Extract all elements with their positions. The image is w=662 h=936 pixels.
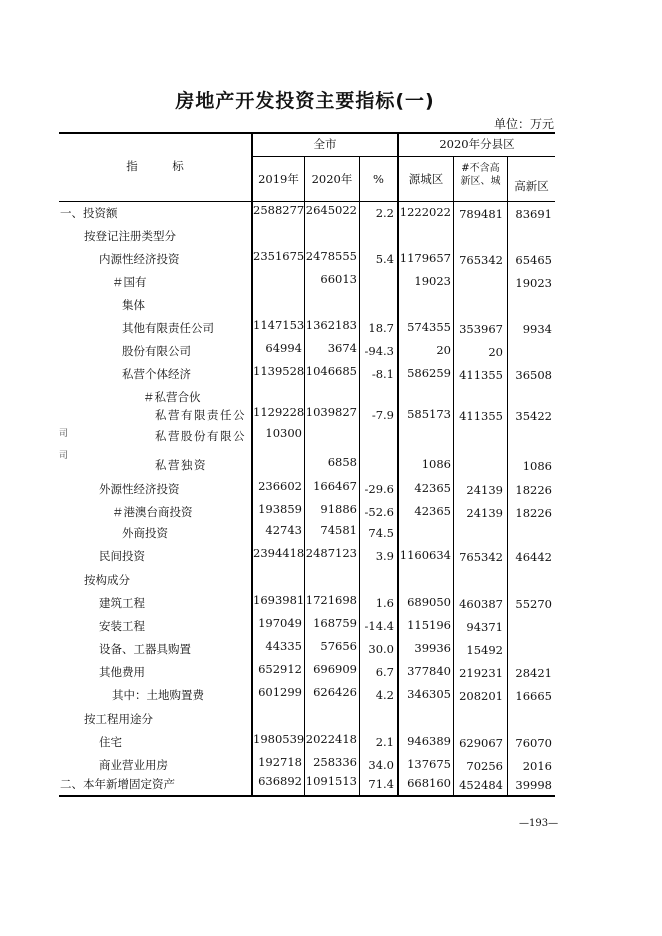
cell-pct: 3.9 bbox=[375, 549, 394, 563]
stray-mark: 司 bbox=[59, 451, 69, 461]
investment-table bbox=[59, 132, 555, 797]
cell-yuancheng: 585173 bbox=[407, 407, 451, 421]
table-top-rule bbox=[59, 132, 555, 134]
row-label: 二、本年新增固定资产 bbox=[60, 777, 175, 791]
cell-pct: 34.0 bbox=[368, 758, 394, 772]
header-bottom-rule bbox=[59, 201, 555, 202]
cell-excl: 208201 bbox=[459, 689, 503, 703]
cell-pct: 74.5 bbox=[368, 526, 394, 540]
cell-2020: 3674 bbox=[327, 341, 357, 355]
cell-2019: 64994 bbox=[265, 341, 302, 355]
cell-excl: 20 bbox=[488, 345, 503, 359]
cell-excl: 219231 bbox=[459, 666, 503, 680]
row-label: ＃国有 bbox=[112, 275, 147, 289]
header-excl-line1: #不含高 bbox=[461, 163, 500, 174]
cell-gaoxin: 18226 bbox=[515, 506, 552, 520]
cell-pct: 6.7 bbox=[375, 665, 394, 679]
row-label: 股份有限公司 bbox=[122, 344, 191, 358]
header-gaoxin: 高新区 bbox=[514, 179, 549, 193]
cell-yuancheng: 42365 bbox=[414, 504, 451, 518]
cell-2019: 636892 bbox=[258, 774, 302, 788]
table-bottom-rule bbox=[59, 795, 555, 797]
row-label: 安装工程 bbox=[99, 619, 145, 633]
row-label: 商业营业用房 bbox=[99, 758, 168, 772]
cell-2019: 1139528 bbox=[253, 364, 305, 378]
cell-pct: 30.0 bbox=[368, 642, 394, 656]
cell-2019: 601299 bbox=[258, 685, 302, 699]
cell-2019: 10300 bbox=[265, 426, 302, 440]
cell-yuancheng: 42365 bbox=[414, 481, 451, 495]
cell-gaoxin: 35422 bbox=[515, 409, 552, 423]
cell-excl: 411355 bbox=[459, 368, 503, 382]
cell-gaoxin: 55270 bbox=[515, 597, 552, 611]
header-excl-line2: 新区、城 bbox=[460, 176, 501, 187]
cell-excl: 24139 bbox=[466, 483, 503, 497]
header-2019: 2019年 bbox=[258, 172, 299, 186]
cell-2019: 193859 bbox=[258, 502, 302, 516]
cell-excl: 452484 bbox=[459, 778, 503, 792]
cell-2019: 1129228 bbox=[253, 405, 305, 419]
cell-2020: 1721698 bbox=[305, 593, 357, 607]
row-label: 按构成分 bbox=[84, 573, 130, 587]
header-county-group: 2020年分县区 bbox=[439, 137, 515, 151]
cell-2019: 2588277 bbox=[253, 203, 305, 217]
row-label: 私营有限责任公 bbox=[155, 408, 246, 422]
cell-2020: 74581 bbox=[320, 523, 357, 537]
cell-pct: -29.6 bbox=[364, 482, 394, 496]
cell-yuancheng: 1086 bbox=[421, 457, 451, 471]
cell-excl: 15492 bbox=[466, 643, 503, 657]
row-label: ＃私营合伙 bbox=[143, 390, 201, 404]
header-indicator: 指 标 bbox=[126, 159, 184, 173]
cell-2020: 6858 bbox=[327, 455, 357, 469]
row-label: 外商投资 bbox=[122, 526, 168, 540]
cell-2020: 166467 bbox=[313, 479, 357, 493]
cell-gaoxin: 18226 bbox=[515, 483, 552, 497]
cell-pct: 2.1 bbox=[375, 735, 394, 749]
cell-pct: 71.4 bbox=[368, 777, 394, 791]
cell-gaoxin: 46442 bbox=[515, 550, 552, 564]
cell-pct: -52.6 bbox=[364, 505, 394, 519]
cell-pct: -94.3 bbox=[364, 344, 394, 358]
cell-2020: 2645022 bbox=[305, 203, 357, 217]
cell-2020: 1046685 bbox=[305, 364, 357, 378]
cell-pct: -7.9 bbox=[371, 408, 394, 422]
page-number: —193— bbox=[519, 818, 559, 829]
row-label: 外源性经济投资 bbox=[99, 482, 180, 496]
cell-2020: 168759 bbox=[313, 616, 357, 630]
cell-yuancheng: 1222022 bbox=[399, 205, 451, 219]
cell-gaoxin: 2016 bbox=[522, 759, 552, 773]
row-label: 建筑工程 bbox=[99, 596, 145, 610]
cell-yuancheng: 377840 bbox=[407, 664, 451, 678]
row-label: ＃港澳台商投资 bbox=[112, 505, 193, 519]
cell-gaoxin: 65465 bbox=[515, 253, 552, 267]
cell-pct: -8.1 bbox=[371, 367, 394, 381]
cell-2019: 2351675 bbox=[253, 249, 305, 263]
row-label: 集体 bbox=[122, 298, 145, 312]
cell-2019: 44335 bbox=[265, 639, 302, 653]
cell-yuancheng: 1160634 bbox=[399, 548, 451, 562]
cell-2019: 1147153 bbox=[253, 318, 305, 332]
cell-yuancheng: 19023 bbox=[414, 274, 451, 288]
row-label: 住宅 bbox=[99, 735, 122, 749]
cell-excl: 460387 bbox=[459, 597, 503, 611]
cell-excl: 24139 bbox=[466, 506, 503, 520]
cell-2020: 696909 bbox=[313, 662, 357, 676]
cell-2020: 91886 bbox=[320, 502, 357, 516]
cell-2019: 42743 bbox=[265, 523, 302, 537]
cell-yuancheng: 586259 bbox=[407, 366, 451, 380]
cell-excl: 765342 bbox=[459, 253, 503, 267]
cell-pct: 18.7 bbox=[368, 321, 394, 335]
row-label: 设备、工器具购置 bbox=[99, 642, 191, 656]
row-label: 其中：土地购置费 bbox=[112, 688, 204, 702]
cell-pct: -14.4 bbox=[364, 619, 394, 633]
row-label: 内源性经济投资 bbox=[99, 252, 180, 266]
cell-pct: 2.2 bbox=[375, 206, 394, 220]
cell-gaoxin: 19023 bbox=[515, 276, 552, 290]
cell-gaoxin: 16665 bbox=[515, 689, 552, 703]
cell-yuancheng: 137675 bbox=[407, 757, 451, 771]
row-label: 按登记注册类型分 bbox=[84, 229, 176, 243]
cell-excl: 629067 bbox=[459, 736, 503, 750]
header-pct: % bbox=[373, 172, 384, 186]
cell-yuancheng: 946389 bbox=[407, 734, 451, 748]
row-label: 其他有限责任公司 bbox=[122, 321, 214, 335]
cell-2019: 1693981 bbox=[253, 593, 305, 607]
cell-yuancheng: 39936 bbox=[414, 641, 451, 655]
cell-yuancheng: 689050 bbox=[407, 595, 451, 609]
cell-2020: 258336 bbox=[313, 755, 357, 769]
cell-gaoxin: 9934 bbox=[522, 322, 552, 336]
cell-2020: 1362183 bbox=[305, 318, 357, 332]
cell-2019: 236602 bbox=[258, 479, 302, 493]
cell-2020: 2487123 bbox=[305, 546, 357, 560]
cell-2020: 626426 bbox=[313, 685, 357, 699]
cell-yuancheng: 1179657 bbox=[399, 251, 451, 265]
cell-2019: 2394418 bbox=[253, 546, 305, 560]
cell-2020: 1039827 bbox=[305, 405, 357, 419]
row-label: 民间投资 bbox=[99, 549, 145, 563]
cell-excl: 789481 bbox=[459, 207, 503, 221]
page-title: 房地产开发投资主要指标(一) bbox=[175, 90, 435, 112]
cell-excl: 411355 bbox=[459, 409, 503, 423]
cell-gaoxin: 1086 bbox=[522, 459, 552, 473]
header-yuancheng: 源城区 bbox=[408, 172, 444, 186]
cell-2019: 197049 bbox=[258, 616, 302, 630]
stray-mark: 司 bbox=[59, 429, 69, 439]
cell-yuancheng: 115196 bbox=[407, 618, 451, 632]
row-label: 其他费用 bbox=[99, 665, 145, 679]
cell-gaoxin: 28421 bbox=[515, 666, 552, 680]
cell-gaoxin: 36508 bbox=[515, 368, 552, 382]
row-label: 按工程用途分 bbox=[84, 712, 153, 726]
cell-2019: 1980539 bbox=[253, 732, 305, 746]
cell-yuancheng: 668160 bbox=[407, 776, 451, 790]
cell-2020: 57656 bbox=[320, 639, 357, 653]
header-mid-rule bbox=[252, 156, 555, 157]
cell-yuancheng: 20 bbox=[436, 343, 451, 357]
cell-2020: 2478555 bbox=[305, 249, 357, 263]
header-citywide: 全市 bbox=[313, 137, 337, 151]
cell-2020: 66013 bbox=[320, 272, 357, 286]
unit-label: 单位：万元 bbox=[493, 117, 554, 131]
cell-gaoxin: 83691 bbox=[515, 207, 552, 221]
row-label: 私营个体经济 bbox=[122, 367, 191, 381]
cell-excl: 765342 bbox=[459, 550, 503, 564]
cell-gaoxin: 39998 bbox=[515, 778, 552, 792]
row-label: 一、投资额 bbox=[60, 206, 118, 220]
cell-gaoxin: 76070 bbox=[515, 736, 552, 750]
cell-yuancheng: 346305 bbox=[407, 687, 451, 701]
cell-excl: 353967 bbox=[459, 322, 503, 336]
row-label: 私营股份有限公 bbox=[155, 429, 246, 443]
cell-pct: 5.4 bbox=[375, 252, 394, 266]
cell-excl: 70256 bbox=[466, 759, 503, 773]
cell-2019: 652912 bbox=[258, 662, 302, 676]
header-2020: 2020年 bbox=[311, 172, 353, 186]
cell-pct: 4.2 bbox=[375, 688, 394, 702]
cell-2019: 192718 bbox=[258, 755, 302, 769]
cell-yuancheng: 574355 bbox=[407, 320, 451, 334]
row-label: 私营独资 bbox=[155, 458, 207, 472]
cell-2020: 1091513 bbox=[305, 774, 357, 788]
cell-2020: 2022418 bbox=[305, 732, 357, 746]
cell-pct: 1.6 bbox=[375, 596, 394, 610]
cell-excl: 94371 bbox=[466, 620, 503, 634]
